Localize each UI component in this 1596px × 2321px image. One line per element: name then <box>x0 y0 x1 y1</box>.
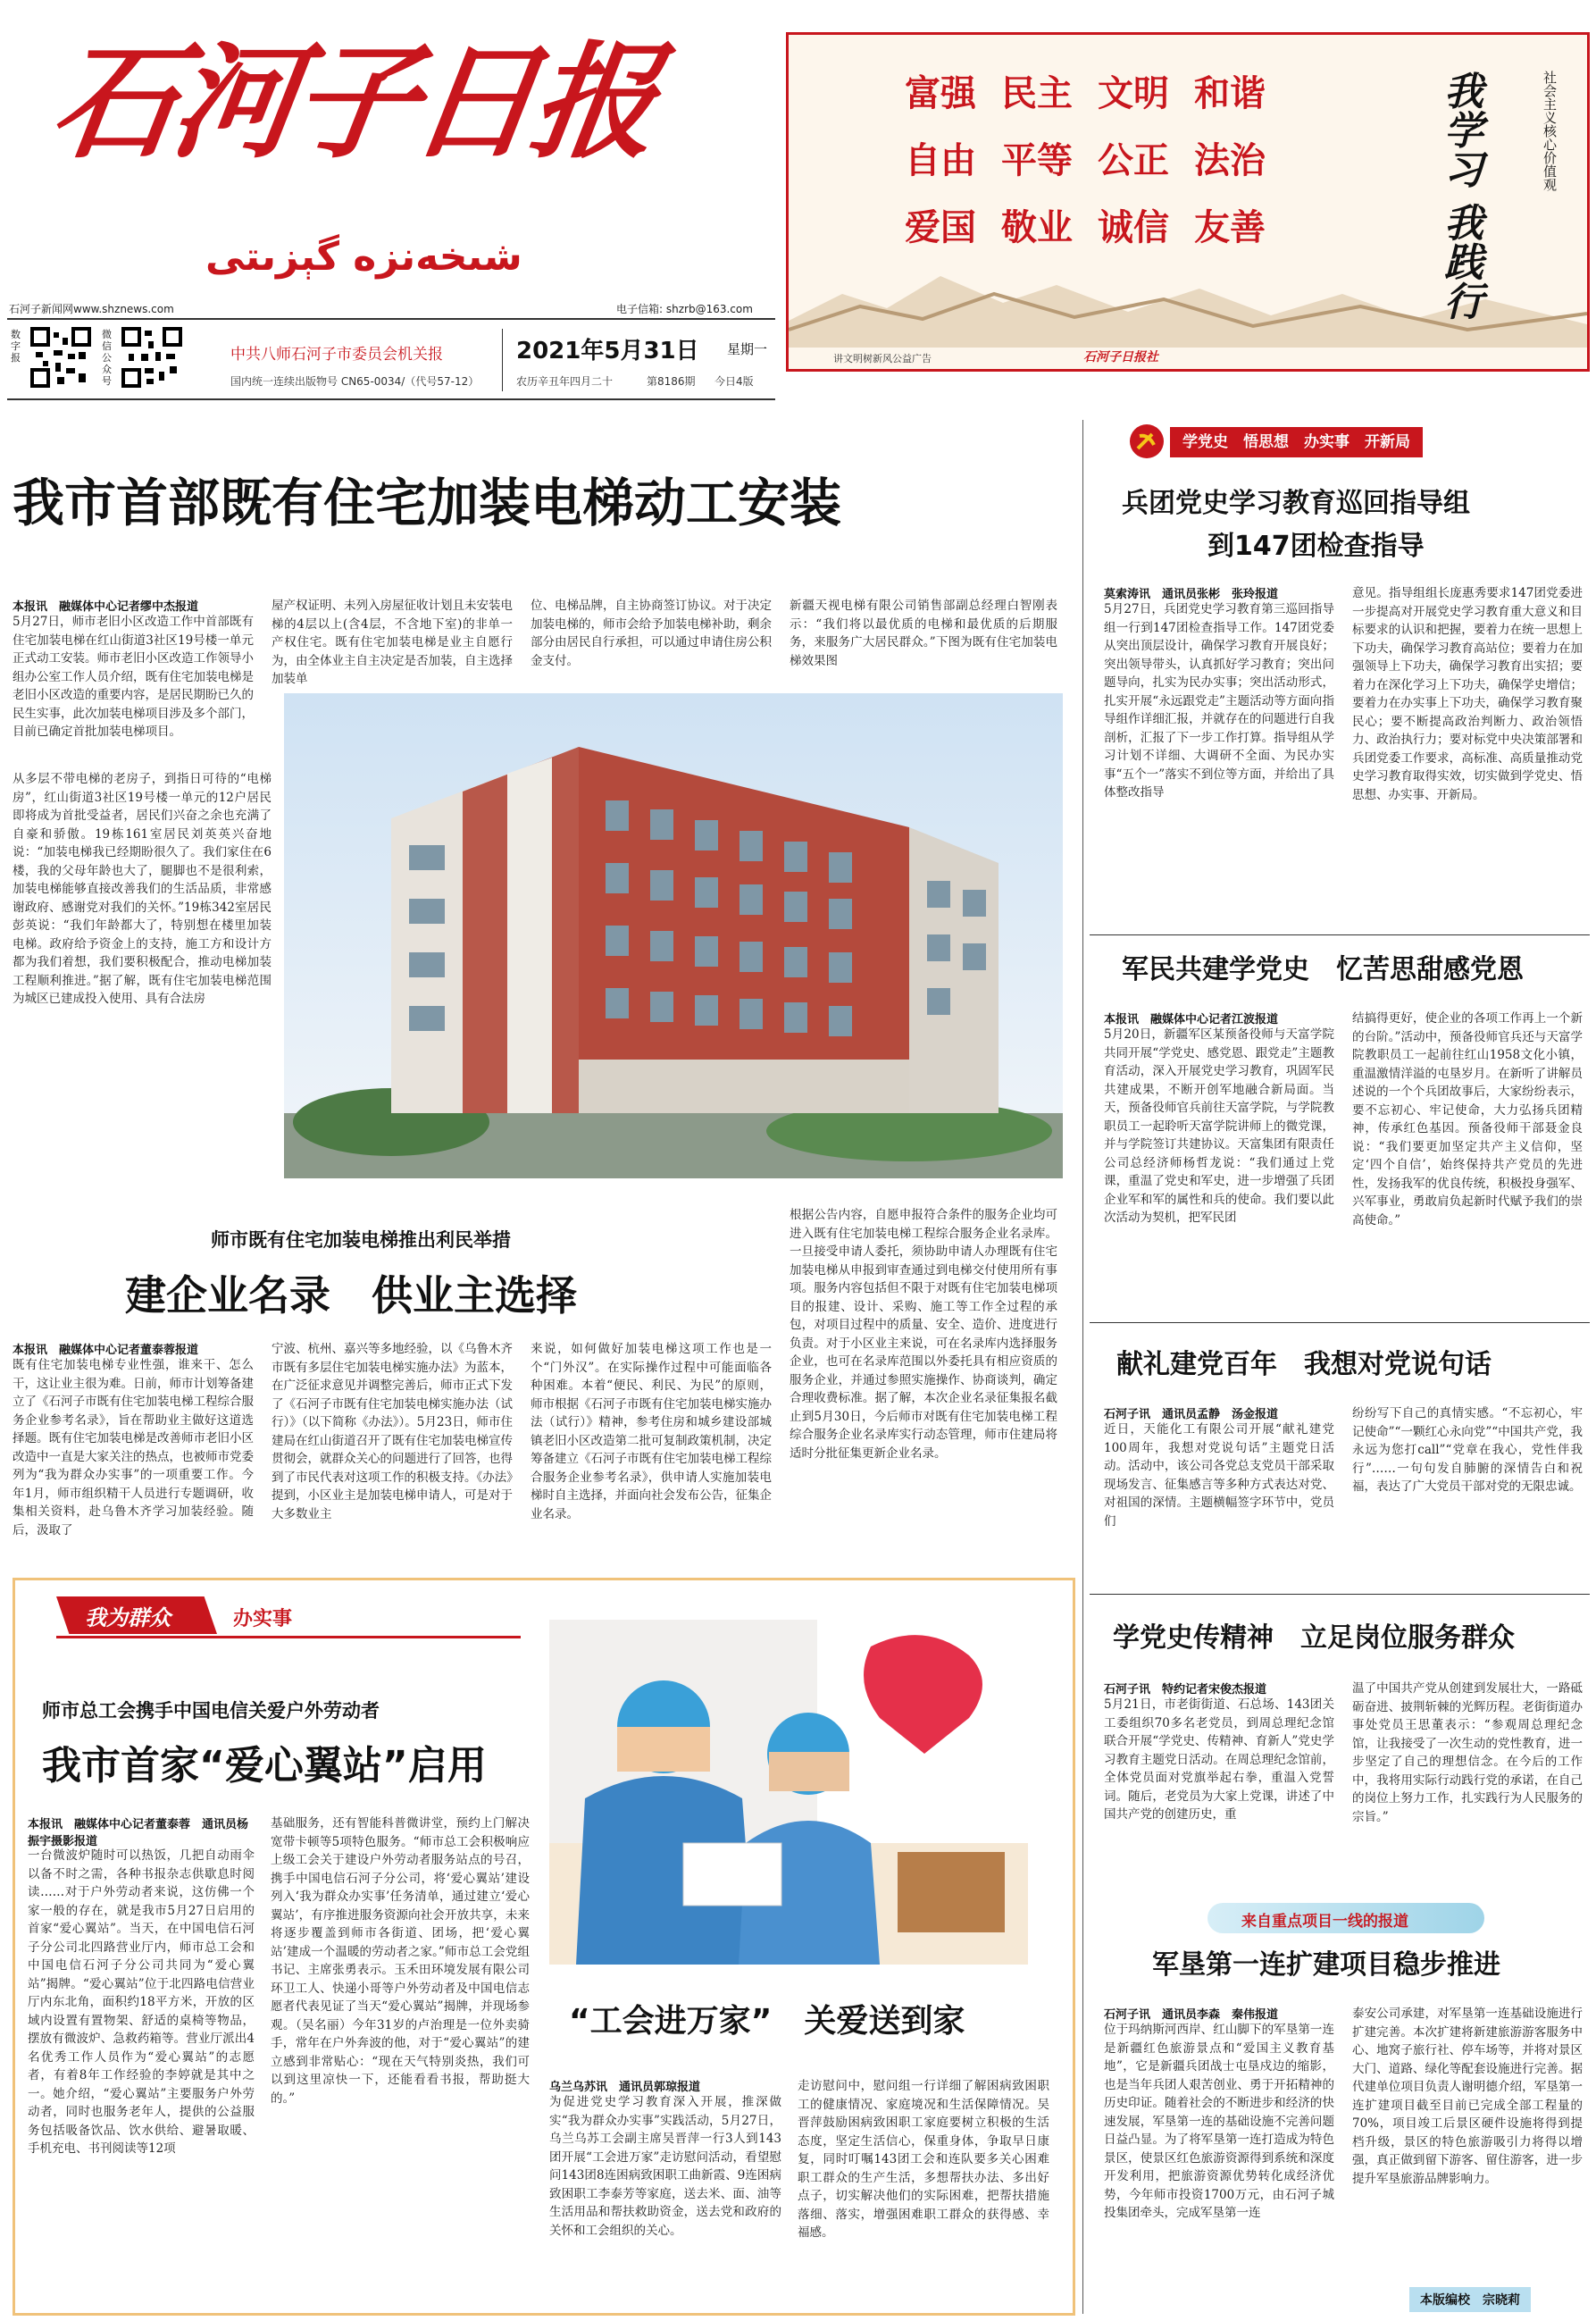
bottom-col3: 为促进党史学习教育深入开展，推深做实“我为群众办实事”实践活动，5月27日，乌兰乌苏工会副主席吴晋萍一行3人到143团开展“工会进万家”走访慰问活动，看望慰问143团8连困病致困职工曲新霞、9连困病致困职工李泰芳等家庭，送去米、面、油等生活用品和帮扶救助资金，送去党和政府的关怀和工会组织的关心。 <box>549 2095 781 2238</box>
second-headline[interactable]: 建企业名录 供业主选择 <box>125 1271 577 1320</box>
qr-code-icon[interactable] <box>30 327 91 388</box>
right2-col1: 5月20日，新疆军区某预备役师与天富学院共同开展“学党史、感党恩、跟党走”主题教育活动，深入开展党史学习教育，巩固军民共建成果，不断开创军地融合新局面。当天，预备役师官兵前往天富学院，与学院教职员工一起聆听天富学院讲师上的微党课，并与学院签订共建协议。天富集团有限责任公司总经济师杨哲龙说：“我们通过上党课，重温了党史和军史，进一步增强了兵团企业军和军的属性和兵的使命。我们要以此次活动为契机，把军民团 <box>1104 1027 1334 1225</box>
bottom-col2: 基础服务，还有智能科普微讲堂，预约上门解决宽带卡顿等5项特色服务。“师市总工会积极响应上级工会关于建设户外劳动者服务站点的号召，携手中国电信石河子分公司，将‘爱心翼站’建设列入‘我为群众办实事’任务清单，通过建立‘爱心翼站’，有序推进服务资源向社会开放共享，未来将逐步覆盖到师市各街道、团场，把‘爱心翼站’建成一个温暖的劳动者之家。”师市总工会党组书记、主席张勇表示。玉禾田环境发展有限公司环卫工人、快递小哥等户外劳动者及中国电信志愿者代表见证了当天“爱心翼站”揭牌，并现场参观。（吴名丽）今年31岁的卢治理是一位外卖骑手，常年在户外奔波的他，对于“爱心翼站”的建立感到非常贴心：“现在天气特别炎热，我们可以到这里凉快一下，还能看看书报，帮助挺大的。” <box>271 1816 530 2106</box>
values-row <box>905 132 1369 183</box>
page-editor-badge: 本版编校 宗晓莉 <box>1409 2287 1531 2312</box>
core-value-word: 公正 <box>1098 140 1169 181</box>
values-row <box>905 65 1369 116</box>
core-value-word: 敬业 <box>1001 207 1073 248</box>
right4-col1: 5月21日，市老街街道、石总场、143团关工委组织70多名老党员，到周总理纪念馆联合开展“学党史、传精神、育新人”党史学习教育主题党日活动。在周总理纪念馆前，全体党员面对党旗举起右拳，重温入党誓词。随后，老党员为大家上党课，讲述了中国共产党的创建历史，重 <box>1104 1697 1334 1822</box>
bottom-headline[interactable]: 我市首家“爱心翼站”启用 <box>42 1743 487 1789</box>
right1-col1: 5月27日，兵团党史学习教育第三巡回指导组一行到147团检查指导工作。147团党委从突出顶层设计，确保学习教育开展良好；突出领导带头，认真抓好学习教育；突出问题导向，扎实为民办实事；突出活动形式，扎实开展“永远跟党走”主题活动等方面向指导组作详细汇报，并就存在的问题进行自我剖析，汇报了下一步工作打算。指导组从学习计划不详细、大调研不全面、为民办实事“五个一”落实不到位等方面，并给出了具体整改指导 <box>1104 602 1334 800</box>
public-service-ad <box>786 32 1590 372</box>
core-value-word: 自由 <box>905 140 976 181</box>
second-col3: 来说，如何做好加装电梯这项工作也是一个“门外汉”。在实际操作过程中可能面临各种困难。本着“便民、利民、为民”的原则，师市根据《石河子市既有住宅加装电梯实施办法（试行）》精神，参考住房和城乡建设部城镇老旧小区改造第二批可复制政策机制，决定筹备建立《石河子市既有住宅加装电梯工程综合服务企业参考名录》，供申请人实施加装电梯时自主选择，并面向社会发布公告，征集企业名录。 <box>531 1342 772 1521</box>
core-value-word: 法治 <box>1194 140 1266 181</box>
uyghur-title: شىخەنزە گېزىتى <box>205 234 522 280</box>
love-station-photo[interactable] <box>549 1620 1028 1965</box>
core-value-word: 爱国 <box>905 207 976 248</box>
key-project-banner-text: 来自重点项目一线的报道 <box>1241 1913 1408 1931</box>
website-text[interactable]: 石河子新闻网www.shznews.com <box>9 303 174 315</box>
qr2-label: 微信公众号 <box>102 329 112 387</box>
right-story-2 <box>1090 938 1596 1313</box>
calligraphy-slogan: 我学习 我践行 <box>1437 71 1483 321</box>
main-col4-top: 新疆天视电梯有限公司销售部副总经理白智刚表示：“我们将以最优质的电梯和最优质的后期服务，来服务广大居民群众。”下图为既有住宅加装电梯效果图 <box>790 599 1057 668</box>
core-value-word: 诚信 <box>1098 207 1169 248</box>
right-story-5 <box>1090 1894 1596 2321</box>
right3-headline[interactable]: 献礼建党百年 我想对党说句话 <box>1116 1349 1492 1380</box>
core-value-word: 民主 <box>1001 73 1073 114</box>
right1-byline: 莫索涛讯 通讯员张彬 张玲报道 <box>1104 588 1279 601</box>
bottom-byline2: 乌兰乌苏讯 通讯员郭琼报道 <box>549 2081 701 2094</box>
right3-byline: 石河子讯 通讯员孟静 汤金报道 <box>1104 1408 1279 1421</box>
right4-byline: 石河子讯 特约记者宋俊杰报道 <box>1104 1683 1267 1697</box>
right5-byline: 石河子讯 通讯员李森 秦伟报道 <box>1104 2008 1279 2022</box>
second-subhead: 师市既有住宅加装电梯推出利民举措 <box>211 1229 511 1251</box>
lunar-date: 农历辛丑年四月二十 <box>516 375 614 388</box>
cn-number: 国内统一连续出版物号 CN65-0034/（代号57-12） <box>230 375 480 388</box>
weekday: 星期一 <box>727 341 768 357</box>
right5-headline[interactable]: 军垦第一连扩建项目稳步推进 <box>1152 1949 1500 1981</box>
right4-col2: 温了中国共产党从创建到发展壮大，一路砥砺奋进、披荆斩棘的光辉历程。老街街道办事处党员王思董表示：“参观周总理纪念馆，让我接受了一次生动的党性教育，进一步坚定了自己的理想信念。在今后的工作中，我将用实际行动践行党的承诺，在自己的岗位上努力工作，扎实践行为人民服务的宗旨。” <box>1352 1681 1583 1824</box>
right2-col2: 结搞得更好，使企业的各项工作再上一个新的台阶。”活动中，预备役师官兵还与天富学院教职员工一起前往红山1958文化小镇，重温激情洋溢的屯垦岁月。在新听了讲解员述说的一个个兵团故事后，大家纷纷表示，要不忘初心、牢记使命，大力弘扬兵团精神，传承红色基因。预备役师干部聂金良说：“我们要更加坚定共产主义信仰，坚定‘四个自信’，始终保持共产党员的先进性，发扬我军的优良传统，积极投身强军、兴军事业，勇敢肩负起新时代赋予我们的崇高使命。” <box>1352 1011 1583 1228</box>
right5-col2: 泰安公司承建，对军垦第一连基础设施进行扩建完善。本次扩建将新建旅游游客服务中心、地窝子旅行社、停车场等，并将对景区大门、道路、绿化等配套设施进行完善。据代建单位项目负责人谢明德介绍，军垦第一连扩建项目截至目前已完成全部工程量的70%，项目竣工后景区硬件设施将得到提档升级，景区的特色旅游吸引力将得以增强，真正做到留下游客、留住游客，进一步提升军垦旅游品牌影响力。 <box>1352 2007 1583 2186</box>
ad-footer-right: 石河子日报社 <box>1083 350 1158 364</box>
right-story-1 <box>1090 411 1596 965</box>
bottom-byline: 本报讯 融媒体中心记者董泰蓉 通讯员杨振宇摄影报道 <box>28 1818 249 1848</box>
right3-col1: 近日，天能化工有限公司开展“献礼建党100周年，我想对党说句话”主题党日活动。活动中，该公司各党总支党员干部采取现场发言、征集感言等多种方式表达对党、对祖国的深情。主题横幅签字环节中，党员们 <box>1104 1422 1334 1529</box>
banner-red-text: 我为群众 <box>85 1605 171 1630</box>
core-value-word: 平等 <box>1001 140 1073 181</box>
qr1-label: 数字报 <box>11 329 21 364</box>
right4-headline[interactable]: 学党史传精神 立足岗位服务群众 <box>1113 1622 1515 1654</box>
building-photo[interactable] <box>284 693 1063 1178</box>
second-byline: 本报讯 融媒体中心记者董泰蓉报道 <box>13 1344 199 1357</box>
bottom-feature <box>13 1578 1075 2316</box>
core-value-word: 和谐 <box>1194 73 1266 114</box>
ad-footer-left: 讲文明树新风公益广告 <box>833 353 932 364</box>
issue-number: 第8186期 <box>647 375 696 388</box>
right5-col1: 位于玛纳斯河西岸、红山脚下的军垦第一连是新疆红色旅游景点和“爱国主义教育基地”，它是新疆兵团战士屯垦戍边的缩影，也是当年兵团人艰苦创业、勇于开拓精神的历史印证。随着社会的不断进步和经济的快速发展，军垦第一连的基础设施不完善问题日益凸显。为了将军垦第一连打造成为特色景区，使景区红色旅游资源得到系统和深度开发利用，把旅游资源优势转化成经济优势，今年师市投资1700万元，由石河子城投集团牵头，完成军垦第一连 <box>1104 2023 1334 2220</box>
main-col2-top: 屋产权证明、未列入房屋征收计划且未安装电梯的4层以上(含4层，不含地下室)的非单一产权住宅。既有住宅加装电梯是业主自愿行为，由全体业主自主决定是否加装，自主选择加装单 <box>272 599 513 686</box>
core-value-word: 友善 <box>1194 207 1266 248</box>
right2-byline: 本报讯 融媒体中心记者江波报道 <box>1104 1013 1279 1026</box>
main-col3-top: 位、电梯品牌，自主协商签订协议。对于决定加装电梯的，师市会给予加装电梯补助，剩余部分由居民自行承担，可以通过申请住房公积金支付。 <box>531 599 772 668</box>
main-headline[interactable]: 我市首部既有住宅加装电梯动工安装 <box>13 473 842 533</box>
values-row <box>905 199 1369 250</box>
newspaper-title: 石河子日报 <box>43 29 663 176</box>
email-text: 电子信箱: shzrb@163.com <box>616 303 753 315</box>
main-col1-top: 5月27日，师市老旧小区改造工作中首部既有住宅加装电梯在红山街道3社区19号楼一单元正式动工安装。师市老旧小区改造工作领导小组办公室工作人员介绍，既有住宅加装电梯是老旧小区改造的重要内容，是居民期盼已久的民生实事，此次加装电梯项目涉及多个部门，目前已确定首批加装电梯项目。 <box>13 615 254 739</box>
bottom-col1: 一台微波炉随时可以热饭，几把自动雨伞以备不时之需，各种书报杂志供歇息时阅读……对于户外劳动者来说，这仿佛一个家一般的存在，就是我市5月27日启用的首家“爱心翼站”。当天，在中国电信石河子分公司北四路营业厅内，师市总工会和中国电信石河子分公司共同为“爱心翼站”揭牌。“爱心翼站”位于北四路电信营业厅内东北角，面积约18平方米，开放的区域内设置有置物架、舒适的桌椅等物品，摆放有微波炉、急救药箱等。营业厅派出4名优秀工作人员作为“爱心翼站”的志愿者，有着8年工作经验的李婷就是其中之一。她介绍，“爱心翼站”主要服务户外劳动者，同时也服务老年人，提供的公益服务包括吸备饮品、饮水供给、避暑取暖、手机充电、书刊阅读等12项 <box>28 1848 255 2156</box>
main-col1-bottom: 从多层不带电梯的老房子，到指日可待的“电梯房”，红山街道3社区19号楼一单元的12户居民即将成为首批受益者，居民们兴奋之余也充满了自豪和骄傲。19栋161室居民刘英英兴奋地说：“加装电梯我已经期盼很久了。我们家住在6楼，我的父母年龄也大了，腿脚也不是很利索，加装电梯能够直接改善我们的生活品质，非常感谢政府、感谢党对我们的关怀。”19栋342室居民彭英说：“我们年龄都大了，特别想在楼里加装电梯。政府给予资金上的支持，施工方和设计方都为我们着想，我们要积极配合，推动电梯加装工程顺利推进。”据了解，既有住宅加装电梯范围为城区已建成投入使用、具有合法房 <box>13 772 272 1006</box>
second-col1: 既有住宅加装电梯专业性强，谁来干、怎么干，这让业主很为难。日前，师市计划筹备建立了《石河子市既有住宅加装电梯工程综合服务企业参考名录》，旨在帮助业主做好这道选择题。既有住宅加装电梯是改善师市老旧小区改造中一直是大家关注的热点，也被师市党委列为“我为群众办实事”的一项重要工作。今年1月，师市组织精干人员进行专题调研，收集相关资料，赴乌鲁木齐学习加装经验。随后，汲取了 <box>13 1358 254 1538</box>
core-value-word: 富强 <box>905 73 976 114</box>
main-byline: 本报讯 融媒体中心记者缪中杰报道 <box>13 600 199 614</box>
right2-headline[interactable]: 军民共建学党史 忆苦思甜感党恩 <box>1122 954 1524 985</box>
core-values-caption: 社会主义核心价值观 <box>1542 71 1558 191</box>
organizer-text: 中共八师石河子市委员会机关报 <box>230 346 443 364</box>
party-emblem-icon <box>1129 423 1165 459</box>
core-value-word: 文明 <box>1098 73 1169 114</box>
page-count: 今日4版 <box>714 375 754 388</box>
banner-side-text: 办实事 <box>233 1608 293 1630</box>
issue-date: 2021年5月31日 <box>516 338 699 364</box>
right-story-3 <box>1090 1326 1596 1594</box>
wechat-qr-icon[interactable] <box>121 327 182 388</box>
bottom-subhead: 师市总工会携手中国电信关爱户外劳动者 <box>42 1700 380 1722</box>
right1-headline-line2[interactable]: 到147团检查指导 <box>1207 531 1425 562</box>
second-col2: 宁波、杭州、嘉兴等多地经验，以《乌鲁木齐市既有多层住宅加装电梯实施办法》为蓝本，在广泛征求意见并调整完善后，师市正式下发了《石河子市既有住宅加装电梯实施办法（试行）》（以下简称《办法》）。5月23日，师市住建局在红山街道召开了既有住宅加装电梯宣传贯彻会，就群众关心的问题进行了回答，也得到了市民代表对这项工作的积极支持。《办法》提到，小区业主是加装电梯申请人，可是对于大多数业主 <box>272 1342 513 1521</box>
second-col4: 根据公告内容，自愿申报符合条件的服务企业均可进入既有住宅加装电梯工程综合服务企业名录库。一旦接受申请人委托，须协助申请人办理既有住宅加装电梯从申报到审查通过到电梯交付使用所有事项。服务内容包括但不限于对既有住宅加装电梯项目的报建、设计、采购、施工等工作全过程的承包，对项目过程中的质量、安全、造价、进度进行负责。对于小区业主来说，可在名录库内选择服务企业，也可在名录库范围以外委托具有相应资质的服务企业，并通过参照实施操作、协商谈判，确定合理收费标准。据了解，本次企业名录征集报名截止到5月30日，今后师市对既有住宅加装电梯工程综合服务企业名录库实行动态管理，师市住建局将适时分批征集更新企业名录。 <box>790 1208 1057 1461</box>
main-story <box>0 429 1099 1197</box>
right1-headline-line1[interactable]: 兵团党史学习教育巡回指导组 <box>1122 488 1470 519</box>
right-story-4 <box>1090 1597 1596 1928</box>
second-story <box>0 1197 1099 1554</box>
party-history-banner: 学党史 悟思想 办实事 开新局 <box>1170 427 1423 457</box>
right1-col2: 意见。指导组组长庞惠秀要求147团党委进一步提高对开展党史学习教育重大意义和目标要求的认识和把握，要着力在统一思想上下功夫，确保学习教育高站位；要着力在加强领导上下功夫，确保学习教育出实招；要着力在深化学习上下功夫，确保学史增信；要着力在办实事上下功夫，确保学习教育聚民心；要不断提高政治判断力、政治领悟力、政治执行力；要对标党中央决策部署和兵团党委工作要求，高标准、高质量推动党史学习教育取得实效，切实做到学党史、悟思想、办实事、开新局。 <box>1352 586 1583 802</box>
values-grid <box>905 65 1369 266</box>
right3-col2: 纷纷写下自己的真情实感。“不忘初心，牢记使命”“一颗红心永向党”“中国共产党，我永远为您打call”“党章在我心，党性伴我行”……一句句发自肺腑的深情告白和祝福，表达了广大党员干部对党的无限忠诚。 <box>1352 1406 1583 1494</box>
bottom-col4: 走访慰问中，慰问组一行详细了解困病致困职工的健康情况、家庭境况和生活保障情况。吴晋萍鼓励困病致困职工家庭要树立积极的生活态度，坚定生活信心，保重身体，争取早日康复，同时叮嘱143团工会和连队要多关心困难职工群众的生产生活，多想帮扶办法、多出好点子，切实解决他们的实际困难，把帮扶措施落细、落实，增强困难职工群众的获得感、幸福感。 <box>798 2079 1049 2240</box>
bottom-headline2[interactable]: “工会进万家” 关爱送到家 <box>569 2003 965 2040</box>
